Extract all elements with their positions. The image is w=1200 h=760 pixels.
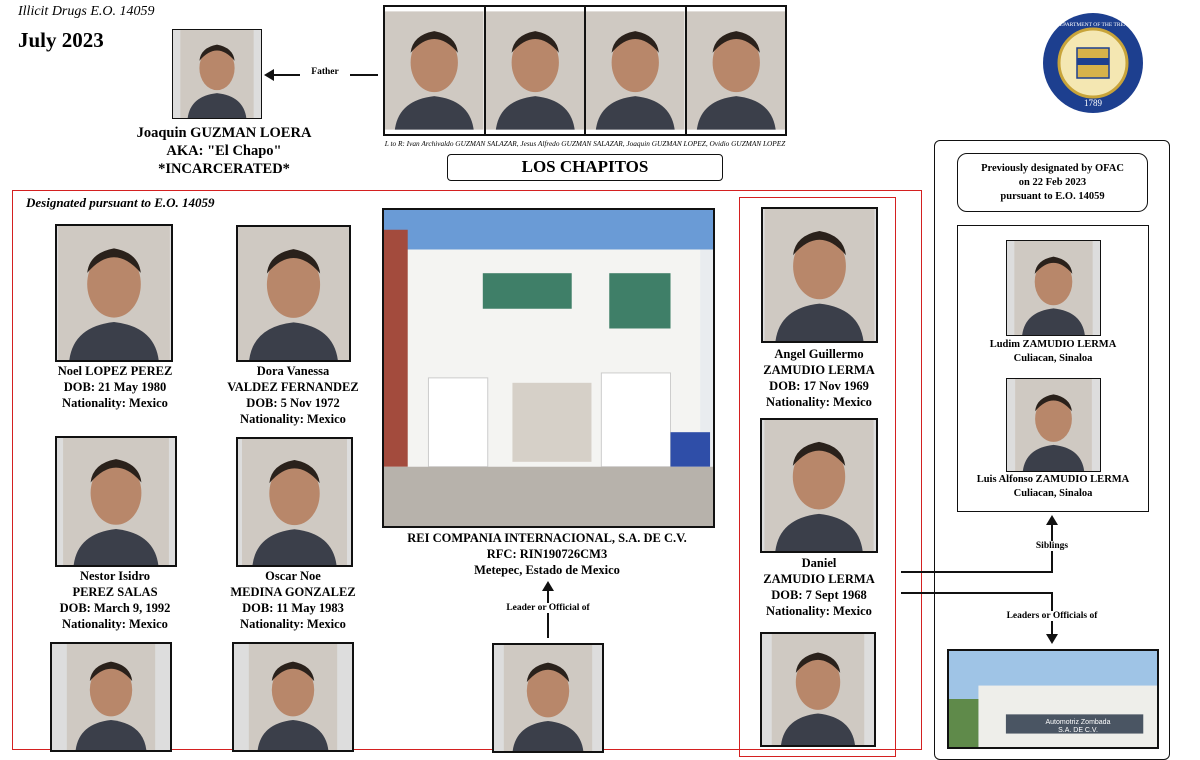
person-photo-zamudio-row3 [760, 632, 876, 747]
person-photo-row3-middle [232, 642, 354, 752]
treasury-seal-icon [1041, 12, 1145, 114]
person-label-luis: Luis Alfonso ZAMUDIO LERMA Culiacan, Sinaloa [976, 474, 1130, 499]
siblings-relation-label: Siblings [1022, 541, 1082, 551]
person-photo-oscar [236, 437, 353, 567]
leaders-connector-horizontal [901, 592, 1053, 594]
chapito-photo-1 [385, 7, 486, 134]
father-aka: AKA: "El Chapo" [166, 143, 282, 159]
previous-note: Previously designated by OFAC on 22 Feb 2023 pursuant to E.O. 14059 [957, 153, 1148, 212]
automotriz-building-photo [947, 649, 1159, 749]
company-building-photo [382, 208, 715, 528]
father-arrow-head-icon [264, 69, 274, 81]
chapito-photo-4 [687, 7, 786, 134]
person-photo-ludim [1006, 240, 1101, 336]
person-photo-noel [55, 224, 173, 362]
person-photo-row3-left [50, 642, 172, 752]
person-label-ludim: Ludim ZAMUDIO LERMA Culiacan, Sinaloa [989, 339, 1117, 364]
chapitos-caption: L to R: Ivan Archivaldo GUZMAN SALAZAR, Jesus Alfredo GUZMAN SALAZAR, Joaquin GUZMAN LOPEZ, Ovidio GUZMAN LOPEZ [384, 139, 786, 148]
page-date: July 2023 [18, 28, 104, 52]
designated-heading: Designated pursuant to E.O. 14059 [26, 195, 215, 210]
person-photo-row3-leader [492, 643, 604, 753]
person-photo-dora [236, 225, 351, 362]
program-label: Illicit Drugs E.O. 14059 [18, 4, 155, 19]
company-leader-relation-label: Leader or Official of [490, 603, 606, 613]
chapito-photo-2 [486, 7, 587, 134]
person-label-noel: Noel LOPEZ PEREZ DOB: 21 May 1980 Nationality: Mexico [57, 364, 173, 410]
person-photo-nestor [55, 436, 177, 567]
company-leader-arrow-line [547, 590, 549, 638]
person-label-oscar: Oscar Noe MEDINA GONZALEZ DOB: 11 May 1983 Nationality: Mexico [230, 569, 356, 631]
father-photo [172, 29, 262, 119]
father-status: *INCARCERATED* [158, 161, 290, 177]
company-label: REI COMPANIA INTERNACIONAL, S.A. DE C.V. RFC: RIN190726CM3 Metepec, Estado de Mexico [407, 531, 687, 577]
leaders-arrow-head-icon [1046, 634, 1058, 644]
company-leader-arrow-head-icon [542, 581, 554, 591]
person-label-daniel: Daniel ZAMUDIO LERMA DOB: 7 Sept 1968 Nationality: Mexico [763, 556, 875, 618]
svg-text:THE DEPARTMENT OF THE TREASURY: THE DEPARTMENT OF THE TREASURY [1043, 22, 1143, 28]
leaders-relation-label: Leaders or Officials of [995, 611, 1109, 621]
father-relation-label: Father [300, 67, 350, 77]
automotriz-sign: Automotriz Zombada S.A. DE C.V. [1045, 719, 1111, 734]
person-label-dora: Dora Vanessa VALDEZ FERNANDEZ DOB: 5 Nov 1972 Nationality: Mexico [227, 364, 359, 426]
chapito-photo-3 [586, 7, 687, 134]
father-name: Joaquin GUZMAN LOERA [136, 125, 312, 141]
siblings-arrow-head-icon [1046, 515, 1058, 525]
person-photo-angel [761, 207, 878, 343]
person-photo-daniel [760, 418, 878, 553]
chapitos-photo-strip [383, 5, 787, 136]
siblings-connector-horizontal [901, 571, 1053, 573]
person-label-nestor: Nestor Isidro PEREZ SALAS DOB: March 9, 1992 Nationality: Mexico [59, 569, 171, 631]
chapitos-title: LOS CHAPITOS [447, 154, 723, 181]
person-photo-luis [1006, 378, 1101, 472]
person-label-angel: Angel Guillermo ZAMUDIO LERMA DOB: 17 Nov 1969 Nationality: Mexico [763, 347, 875, 409]
svg-text:1789: 1789 [1084, 98, 1102, 108]
